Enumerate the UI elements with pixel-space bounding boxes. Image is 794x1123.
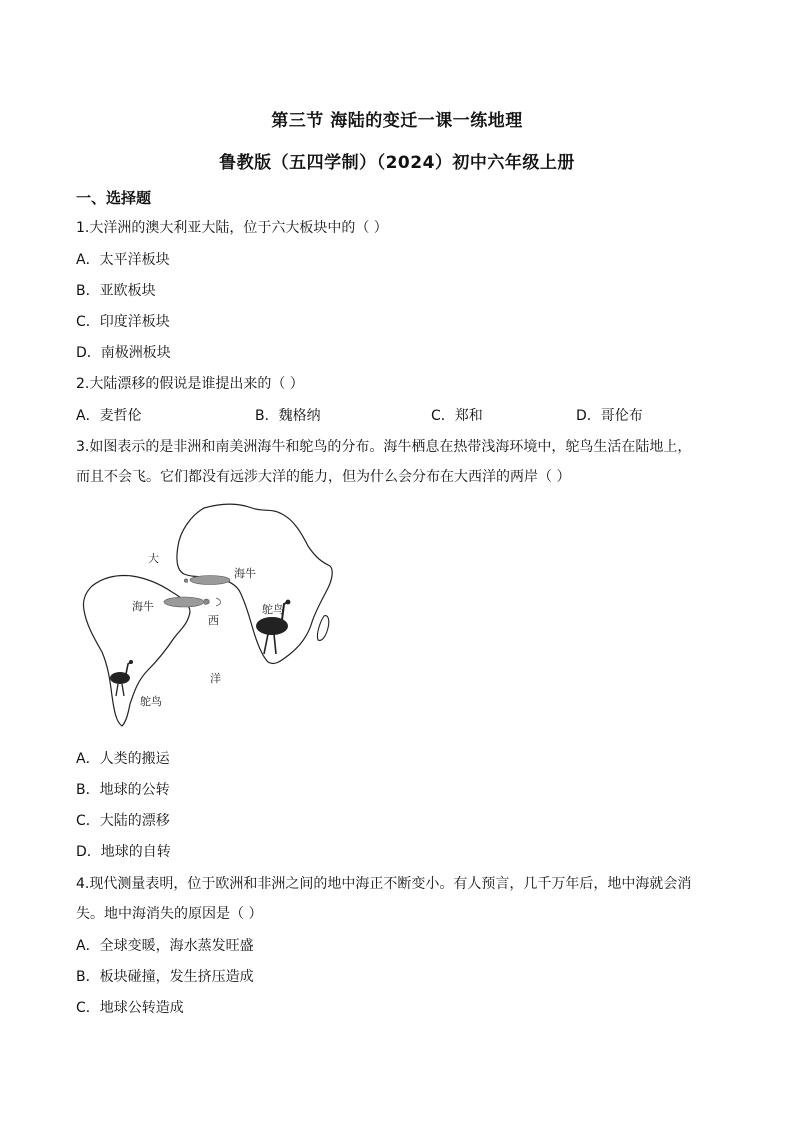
q4-option-b: B．板块碰撞，发生挤压造成 [76,969,254,985]
map-label-manatee-africa: 海牛 [234,567,256,580]
doc-title-line2: 鲁教版（五四学制）（2024）初中六年级上册 [219,153,575,173]
manatee-africa-icon [184,576,230,585]
q2-option-d: D．哥伦布 [576,408,643,424]
q2-option-a: A．麦哲伦 [76,408,142,424]
q2-stem: 2.大陆漂移的假说是谁提出来的（ ） [76,376,304,392]
q1-option-b: B．亚欧板块 [76,283,156,299]
q3-option-c: C．大陆的漂移 [76,813,170,829]
map-label-manatee-sa: 海牛 [132,600,154,613]
atlantic-distribution-map [76,500,336,732]
q4-stem-line1: 4.现代测量表明，位于欧洲和非洲之间的地中海正不断变小。有人预言，几千万年后，地中海就会消 [76,876,692,892]
map-label-ocean-2: 西 [208,614,219,627]
q4-option-c: C．地球公转造成 [76,1000,184,1016]
section-heading: 一、选择题 [76,189,152,207]
manatee-sa-icon [164,597,221,607]
q2-option-b: B．魏格纳 [255,408,321,424]
map-label-ostrich-sa: 鸵鸟 [140,695,162,708]
ostrich-sa-icon [110,660,133,696]
madagascar-outline [317,616,328,641]
map-label-ocean-1: 大 [148,552,159,565]
q2-option-c: C．郑和 [431,408,483,424]
q1-stem: 1.大洋洲的澳大利亚大陆，位于六大板块中的（ ） [76,220,388,236]
q4-stem-line2: 失。地中海消失的原因是（ ） [76,906,263,922]
q1-option-d: D．南极洲板块 [76,345,171,361]
q2-options-row [76,405,736,425]
doc-title-line1: 第三节 海陆的变迁一课一练地理 [271,111,523,131]
q3-option-d: D．地球的自转 [76,844,171,860]
q4-option-a: A．全球变暖，海水蒸发旺盛 [76,938,254,954]
q3-option-b: B．地球的公转 [76,782,170,798]
q3-stem-line2: 而且不会飞。它们都没有远涉大洋的能力，但为什么会分布在大西洋的两岸（ ） [76,469,571,485]
q3-option-a: A．人类的搬运 [76,751,170,767]
q1-option-c: C．印度洋板块 [76,314,170,330]
map-label-ostrich-africa: 鸵鸟 [262,603,284,616]
q3-stem-line1: 3.如图表示的是非洲和南美洲海牛和鸵鸟的分布。海牛栖息在热带浅海环境中，鸵鸟生活在陆地上， [76,439,692,455]
q1-option-a: A．太平洋板块 [76,252,170,268]
map-label-ocean-3: 洋 [210,672,221,685]
